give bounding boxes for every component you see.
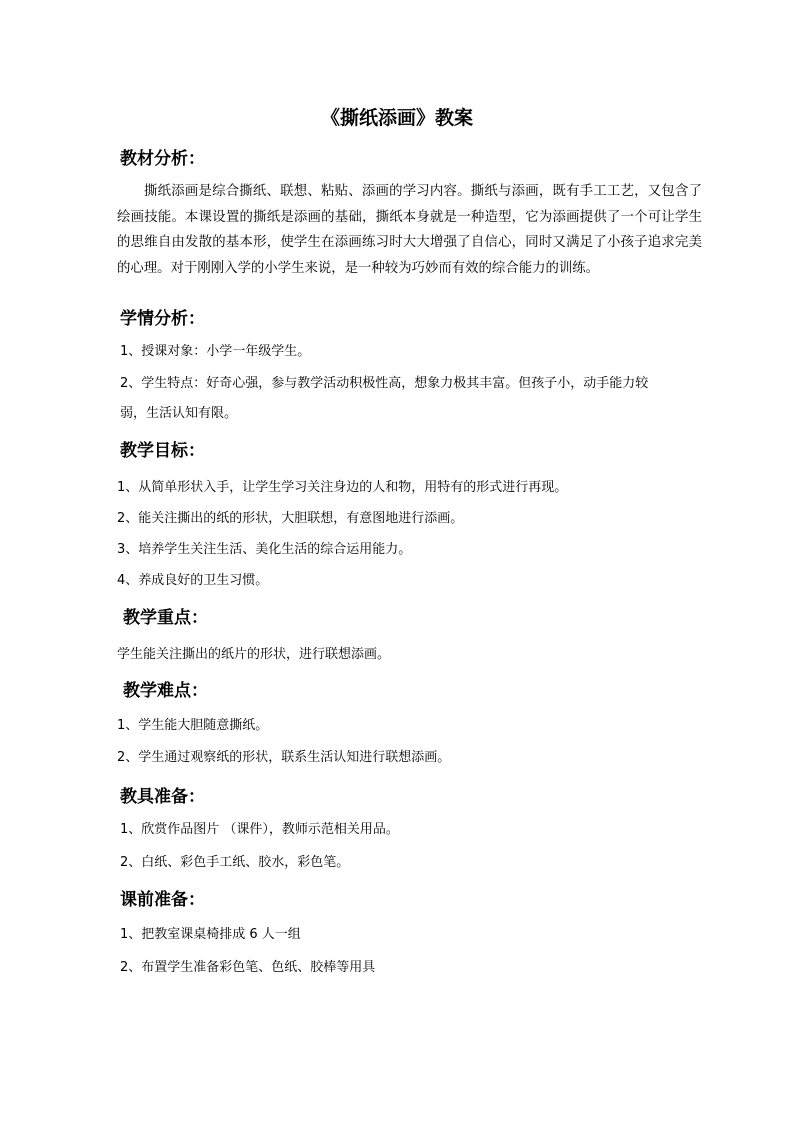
section-heading-tools: 教具准备： — [120, 787, 205, 807]
students-item-1: 1、授课对象：小学一年级学生。 — [120, 344, 311, 359]
difficulties-item-1: 1、学生能大胆随意撕纸。 — [117, 718, 269, 733]
preclass-item-2: 2、布置学生准备彩色笔、色纸、胶棒等用具 — [120, 960, 376, 975]
tools-item-1: 1、欣赏作品图片 （课件），教师示范相关用品。 — [120, 822, 399, 837]
section-heading-material: 教材分析： — [120, 149, 205, 169]
difficulties-item-2: 2、学生通过观察纸的形状，联系生活认知进行联想添画。 — [117, 750, 451, 765]
goals-item-1: 1、从简单形状入手，让学生学习关注身边的人和物，用特有的形式进行再现。 — [117, 480, 568, 495]
section-heading-goals: 教学目标： — [120, 441, 205, 461]
students-item-2: 2、学生特点：好奇心强，参与教学活动积极性高，想象力极其丰富。但孩子小，动手能力较 — [120, 376, 649, 391]
key-points-item-1: 学生能关注撕出的纸片的形状，进行联想添画。 — [117, 647, 391, 662]
students-item-2-cont: 弱，生活认知有限。 — [120, 406, 238, 421]
tools-item-2: 2、白纸、彩色手工纸、胶水，彩色笔。 — [120, 855, 350, 870]
goals-item-4: 4、养成良好的卫生习惯。 — [117, 573, 269, 588]
material-paragraph: 撕纸添画是综合撕纸、联想、粘贴、添画的学习内容。撕纸与添画，既有手工工艺，又包含了绘画技能。本课设置的撕纸是添画的基础，撕纸本身就是一种造型，它为添画提供了一个可让学生的思维自由发散的基本形，使学生在添画练习时大大增强了自信心，同时又满足了小孩子追求完美的心理。对于刚刚入学的小学生来说，是一种较为巧妙而有效的综合能力的训练。 — [117, 184, 702, 276]
document-title: 《撕纸添画》教案 — [320, 107, 473, 129]
goals-item-3: 3、培养学生关注生活、美化生活的综合运用能力。 — [117, 542, 412, 557]
section-heading-difficulties: 教学难点： — [123, 681, 208, 701]
section-heading-students: 学情分析： — [120, 309, 205, 329]
section-heading-key-points: 教学重点： — [123, 608, 208, 628]
preclass-item-1: 1、把教室课桌椅排成 6 人一组 — [120, 927, 301, 942]
section-heading-preclass: 课前准备： — [120, 890, 205, 910]
goals-item-2: 2、能关注撕出的纸的形状，大胆联想，有意图地进行添画。 — [117, 511, 464, 526]
